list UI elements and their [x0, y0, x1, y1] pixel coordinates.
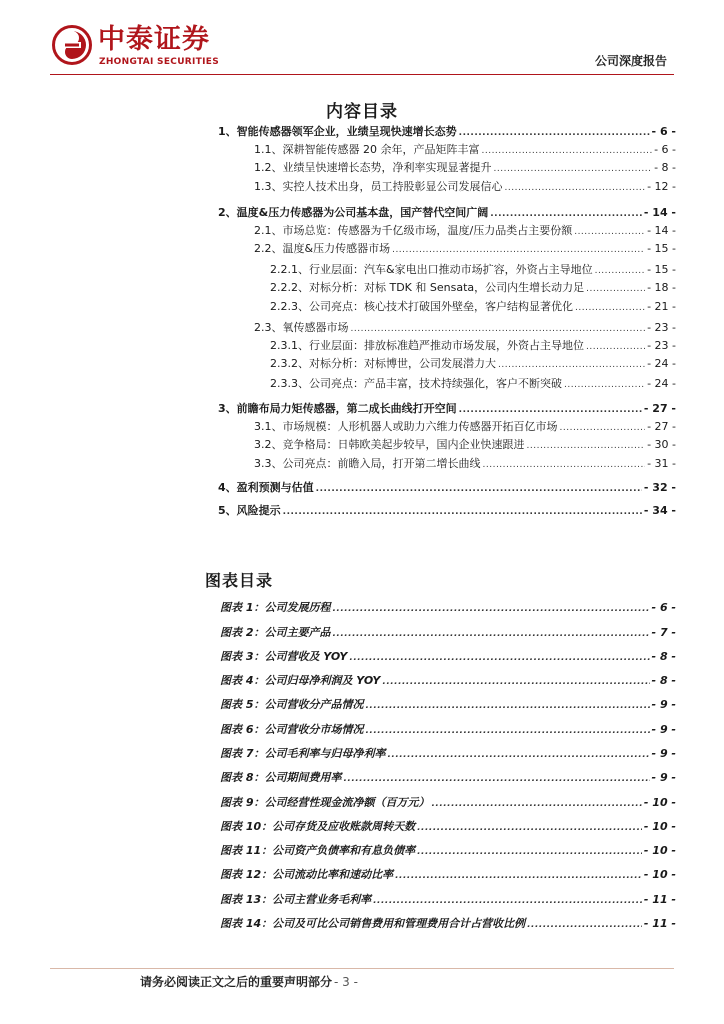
footer: [140, 973, 358, 990]
dot-leader: [316, 477, 642, 500]
footer-disclaimer: 请务必阅读正文之后的重要声明部分: [140, 975, 333, 989]
toc-entry-label: 3、前瞻布局力矩传感器，第二成长曲线打开空间: [218, 402, 457, 415]
zhongtai-logo-icon: [52, 25, 92, 65]
toc-entry-label: 5、风险提示: [218, 504, 281, 517]
figure-entry[interactable]: [220, 864, 676, 886]
dot-leader: [365, 694, 649, 717]
toc-entry-label: 3.3、公司亮点：前瞻入局，打开第二增长曲线: [254, 457, 481, 470]
toc-entry-page: - 8 -: [654, 161, 676, 174]
footer-divider: [50, 968, 674, 969]
dot-leader: [392, 238, 645, 261]
brand-name-en: ZHONGTAI SECURITIES: [99, 57, 219, 67]
toc-entry-label: 2.2.3、公司亮点：核心技术打破国外壁垒，客户结构显著优化: [270, 300, 573, 313]
figure-entry-page: - 10 -: [643, 820, 676, 833]
figure-entry-page: - 9 -: [651, 698, 676, 711]
toc-entry-page: - 30 -: [647, 438, 676, 451]
figure-entry-page: - 8 -: [651, 674, 676, 687]
figure-entry-label: 图表 3：公司营收及 YOY: [220, 650, 348, 663]
toc-entry-page: - 24 -: [647, 377, 676, 390]
figure-entry-page: - 11 -: [643, 917, 676, 930]
figure-entry-page: - 9 -: [651, 723, 676, 736]
figure-entry[interactable]: [220, 913, 676, 935]
figure-entry-label: 图表 2：公司主要产品: [220, 626, 331, 639]
toc-entry-label: 2.2.1、行业层面：汽车&家电出口推动市场扩容，外资占主导地位: [270, 263, 593, 276]
dot-leader: [564, 373, 645, 396]
dot-leader: [349, 646, 649, 669]
figure-entry-page: - 9 -: [651, 747, 676, 760]
figure-entry-page: - 10 -: [643, 796, 676, 809]
figure-entry-label: 图表 4：公司归母净利润及 YOY: [220, 674, 381, 687]
toc-entry-page: - 27 -: [647, 420, 676, 433]
toc-entry-page: - 27 -: [643, 402, 676, 415]
company-logo: [52, 22, 222, 70]
figure-entry-page: - 7 -: [651, 626, 676, 639]
figure-entry[interactable]: [220, 792, 676, 814]
toc-entry-page: - 34 -: [643, 504, 676, 517]
toc-entry-label: 1.1、深耕智能传感器 20 余年，产品矩阵丰富: [254, 143, 480, 156]
toc-entry[interactable]: [270, 373, 676, 395]
figure-entry-label: 图表 8：公司期间费用率: [220, 771, 342, 784]
figure-list-title: 图表目录: [205, 571, 274, 590]
toc-entry-label: 1.3、实控人技术出身，员工持股彰显公司发展信心: [254, 180, 503, 193]
toc-entry-page: - 12 -: [647, 180, 676, 193]
figure-entry-label: 图表 13：公司主营业务毛利率: [220, 893, 372, 906]
figure-entry-label: 图表 14：公司及可比公司销售费用和管理费用合计占营收比例: [220, 917, 526, 930]
figure-entry-page: - 6 -: [651, 601, 676, 614]
dot-leader: [332, 622, 649, 645]
dot-leader: [387, 743, 649, 766]
dot-leader: [343, 767, 649, 790]
report-type-label: 公司深度报告: [594, 54, 667, 68]
page-number: - 3 -: [334, 975, 358, 989]
figure-entry-label: 图表 6：公司营收分市场情况: [220, 723, 364, 736]
figure-entry-label: 图表 10：公司存货及应收账款周转天数: [220, 820, 416, 833]
toc-entry-page: - 31 -: [647, 457, 676, 470]
toc-entry-label: 2.3.1、行业层面：排放标准趋严推动市场发展，外资占主导地位: [270, 339, 584, 352]
toc-entry-page: - 6 -: [651, 125, 676, 138]
toc-entry-page: - 14 -: [643, 206, 676, 219]
figure-entry-page: - 8 -: [651, 650, 676, 663]
figure-entry-page: - 9 -: [651, 771, 676, 784]
toc-entry[interactable]: [270, 296, 676, 318]
figure-entry[interactable]: [220, 646, 676, 668]
dot-leader: [283, 500, 642, 523]
toc-entry-page: - 18 -: [647, 281, 676, 294]
figure-entry[interactable]: [220, 597, 676, 619]
toc-entry-label: 2.3、氧传感器市场: [254, 321, 349, 334]
toc-entry[interactable]: [270, 353, 676, 375]
toc-title: 内容目录: [326, 102, 398, 122]
figure-entry[interactable]: [220, 670, 676, 692]
dot-leader: [365, 719, 649, 742]
figure-entry[interactable]: [220, 719, 676, 741]
dot-leader: [417, 816, 642, 839]
toc-entry-page: - 15 -: [647, 263, 676, 276]
toc-entry-page: - 32 -: [643, 481, 676, 494]
figure-entry-page: - 10 -: [643, 868, 676, 881]
toc-entry-label: 2.2.2、对标分析：对标 TDK 和 Sensata，公司内生增长动力足: [270, 281, 585, 294]
dot-leader: [373, 889, 642, 912]
brand-name-cn: 中泰证券: [98, 24, 210, 55]
toc-entry-label: 2.3.3、公司亮点：产品丰富，技术持续强化，客户不断突破: [270, 377, 562, 390]
dot-leader: [575, 296, 645, 319]
toc-entry-label: 2、温度&压力传感器为公司基本盘，国产替代空间广阔: [218, 206, 489, 219]
toc-entry-label: 2.1、市场总览：传感器为千亿级市场，温度/压力品类占主要份额: [254, 224, 573, 237]
toc-entry-page: - 23 -: [647, 321, 676, 334]
figure-entry-label: 图表 5：公司营收分产品情况: [220, 698, 364, 711]
figure-entry[interactable]: [220, 622, 676, 644]
toc-entry-page: - 21 -: [647, 300, 676, 313]
dot-leader: [483, 453, 646, 476]
figure-entry[interactable]: [220, 840, 676, 862]
figure-entry[interactable]: [220, 816, 676, 838]
toc-entry-label: 3.1、市场规模：人形机器人或助力六维力传感器开拓百亿市场: [254, 420, 558, 433]
figure-entry-label: 图表 9：公司经营性现金流净额（百万元）: [220, 796, 430, 809]
toc-entry[interactable]: [254, 238, 676, 260]
dot-leader: [431, 792, 641, 815]
toc-entry[interactable]: [254, 453, 676, 475]
toc-entry-label: 4、盈利预测与估值: [218, 481, 314, 494]
toc-entry-page: - 6 -: [654, 143, 676, 156]
figure-entry-page: - 11 -: [643, 893, 676, 906]
toc-entry-label: 2.2、温度&压力传感器市场: [254, 242, 391, 255]
toc-entry-label: 3.2、竞争格局：日韩欧美起步较早，国内企业快速跟进: [254, 438, 525, 451]
figure-entry-label: 图表 7：公司毛利率与归母净利率: [220, 747, 386, 760]
figure-entry-label: 图表 1：公司发展历程: [220, 601, 331, 614]
toc-entry[interactable]: [218, 477, 676, 499]
dot-leader: [505, 176, 646, 199]
toc-entry[interactable]: [254, 176, 676, 198]
figure-entry-label: 图表 11：公司资产负债率和有息负债率: [220, 844, 416, 857]
toc-entry-label: 2.3.2、对标分析：对标博世，公司发展潜力大: [270, 357, 496, 370]
figure-entry[interactable]: [220, 743, 676, 765]
toc-entry-page: - 15 -: [647, 242, 676, 255]
header-divider: [50, 74, 674, 75]
toc-entry-label: 1.2、业绩呈快速增长态势，净利率实现显著提升: [254, 161, 492, 174]
figure-entry[interactable]: [220, 694, 676, 716]
toc-entry[interactable]: [218, 500, 676, 522]
dot-leader: [417, 840, 642, 863]
dot-leader: [527, 913, 642, 936]
toc-entry-label: 1、智能传感器领军企业，业绩呈现快速增长态势: [218, 125, 457, 138]
toc-entry-page: - 23 -: [647, 339, 676, 352]
dot-leader: [332, 597, 649, 620]
figure-entry-label: 图表 12：公司流动比率和速动比率: [220, 868, 394, 881]
figure-entry-page: - 10 -: [643, 844, 676, 857]
toc-entry-page: - 14 -: [647, 224, 676, 237]
dot-leader: [382, 670, 649, 693]
figure-entry[interactable]: [220, 889, 676, 911]
toc-entry-page: - 24 -: [647, 357, 676, 370]
figure-entry[interactable]: [220, 767, 676, 789]
dot-leader: [395, 864, 642, 887]
